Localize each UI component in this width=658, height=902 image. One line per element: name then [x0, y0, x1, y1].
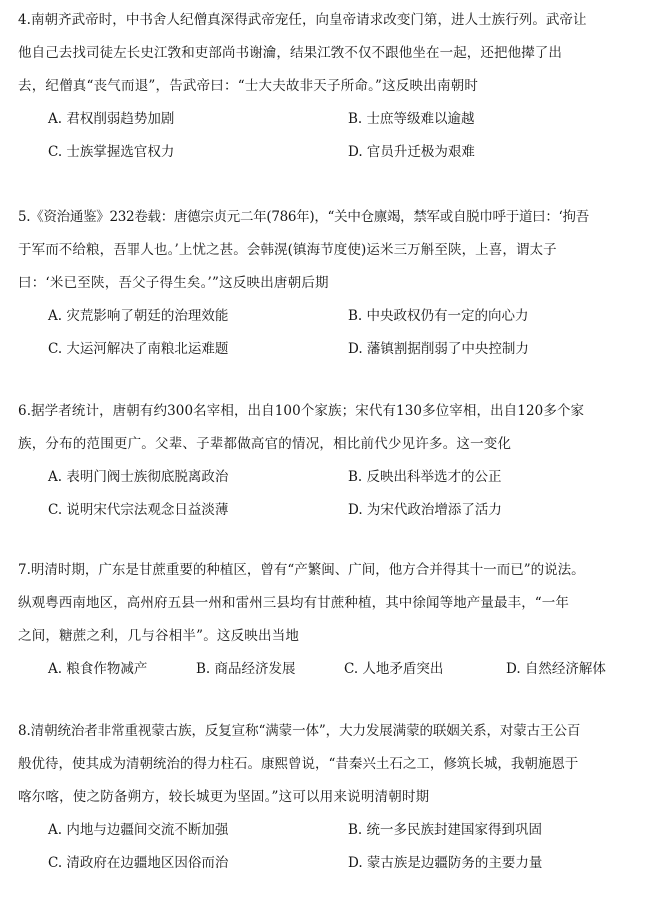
option-b[interactable]: B. 统一多民族封建国家得到巩固	[348, 822, 543, 838]
question-stem	[18, 201, 642, 300]
stem-line: 曰：‘米已至陕，吾父子得生矣。’”这反映出唐朝后期	[18, 275, 329, 291]
stem-line: 4.南朝齐武帝时，中书舍人纪僧真深得武帝宠任，向皇帝请求改变门第，进人士族行列。武帝让	[18, 12, 587, 28]
option-a[interactable]: A. 君权削弱趋势加剧	[48, 111, 175, 127]
stem-line: 7.明清时期，广东是甘蔗重要的种植区，曾有“产繁闽、广间，他方合并得其十一而已”的说法。	[18, 562, 585, 578]
stem-line: 族，分布的范围更广。父辈、子辈都做高官的情况，相比前代少见许多。这一变化	[18, 436, 512, 452]
option-a[interactable]: A. 表明门阀士族彻底脱离政治	[48, 469, 229, 485]
option-c[interactable]: C. 人地矛盾突出	[344, 661, 444, 677]
stem-line: 5.《资治通鉴》232卷载：唐德宗贞元二年(786年)，“关中仓廪竭，禁军或自脱巾呼于道曰：‘拘吾	[18, 209, 589, 225]
option-b[interactable]: B. 商品经济发展	[196, 661, 296, 677]
options	[48, 300, 642, 366]
option-c[interactable]: C. 清政府在边疆地区因俗而治	[48, 855, 229, 871]
option-d[interactable]: D. 官员升迁极为艰难	[348, 144, 475, 160]
option-a[interactable]: A. 粮食作物减产	[48, 661, 148, 677]
options	[48, 653, 642, 686]
question-6	[18, 395, 642, 527]
question-7	[18, 554, 642, 686]
question-stem	[18, 4, 642, 103]
options	[48, 103, 642, 169]
option-d[interactable]: D. 自然经济解体	[506, 661, 606, 677]
question-5	[18, 201, 642, 366]
option-c[interactable]: C. 大运河解决了南粮北运难题	[48, 341, 229, 357]
option-c[interactable]: C. 士族掌握选官权力	[48, 144, 175, 160]
option-b[interactable]: B. 中央政权仍有一定的向心力	[348, 308, 529, 324]
stem-line: 喀尔喀，使之防备朔方，较长城更为坚固。”这可以用来说明清朝时期	[18, 789, 430, 805]
stem-line: 他自己去找司徒左长史江敩和吏部尚书谢瀹，结果江敩不仅不跟他坐在一起，还把他撵了出	[18, 45, 562, 61]
option-d[interactable]: D. 为宋代政治增添了活力	[348, 502, 502, 518]
option-d[interactable]: D. 蒙古族是边疆防务的主要力量	[348, 855, 543, 871]
option-c[interactable]: C. 说明宋代宗法观念日益淡薄	[48, 502, 229, 518]
option-b[interactable]: B. 士庶等级难以逾越	[348, 111, 475, 127]
question-stem	[18, 554, 642, 653]
option-a[interactable]: A. 灾荒影响了朝廷的治理效能	[48, 308, 229, 324]
option-d[interactable]: D. 藩镇割据削弱了中央控制力	[348, 341, 529, 357]
stem-line: 6.据学者统计，唐朝有约300名宰相，出自100个家族；宋代有130多位宰相，出自120多个家	[18, 403, 585, 419]
option-b[interactable]: B. 反映出科举选才的公正	[348, 469, 502, 485]
stem-line: 8.清朝统治者非常重视蒙古族，反复宣称“满蒙一体”，大力发展满蒙的联姻关系，对蒙古王公百	[18, 723, 581, 739]
options	[48, 461, 642, 527]
question-8	[18, 715, 642, 880]
stem-line: 之间，糖蔗之利，几与谷相半”。这反映出当地	[18, 628, 300, 644]
options	[48, 814, 642, 880]
stem-line: 纵观粤西南地区，高州府五县一州和雷州三县均有甘蔗种植，其中徐闻等地产量最丰，“一年	[18, 595, 569, 611]
question-4	[18, 4, 642, 169]
option-a[interactable]: A. 内地与边疆间交流不断加强	[48, 822, 229, 838]
stem-line: 去，纪僧真“丧气而退”，告武帝曰：“士大夫故非天子所命。”这反映出南朝时	[18, 78, 479, 94]
stem-line: 于军而不给粮，吾罪人也。’上忧之甚。会韩滉(镇海节度使)运米三万斛至陕，上喜，谓太子	[18, 242, 557, 258]
question-stem	[18, 395, 642, 461]
question-stem	[18, 715, 642, 814]
stem-line: 般优待，使其成为清朝统治的得力柱石。康熙曾说，“昔秦兴土石之工，修筑长城，我朝施恩于	[18, 756, 579, 772]
